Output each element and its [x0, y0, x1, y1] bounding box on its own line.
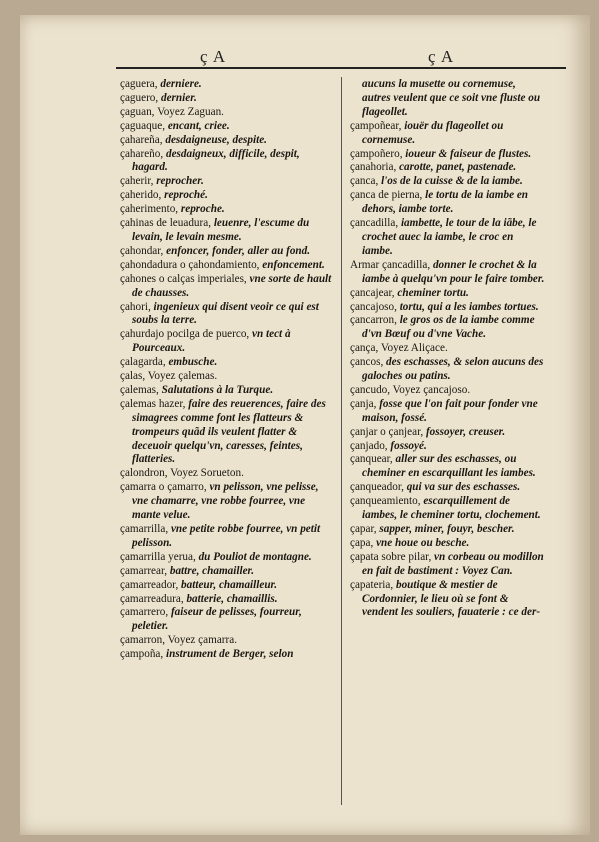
- headword: çaguero,: [120, 91, 161, 104]
- headword: çahareña,: [120, 133, 166, 146]
- dictionary-entry: [350, 342, 546, 356]
- dictionary-entry: [120, 106, 332, 120]
- headword: çampoñear,: [350, 119, 405, 132]
- definition: vne sorte de hault de chausses.: [132, 272, 332, 299]
- headword: çahinas de leuadura,: [120, 217, 214, 230]
- dictionary-entry: [120, 384, 332, 398]
- definition: tortu, qui a les iambes tortues.: [399, 300, 539, 313]
- dictionary-entry: [120, 301, 332, 329]
- definition: vne petite robbe fourree, vn petit pelisson.: [132, 523, 321, 549]
- page-header-right: ç A: [428, 47, 455, 66]
- dictionary-entry: [350, 384, 546, 398]
- dictionary-entry: [120, 189, 332, 203]
- dictionary-entry: [350, 551, 546, 579]
- definition: desdaigneuse, despite.: [165, 133, 267, 146]
- definition: qui va sur des eschasses.: [406, 481, 521, 494]
- definition: vn tect à Pourceaux.: [132, 328, 291, 355]
- headword: çalemas hazer,: [120, 397, 189, 410]
- headword: çapa,: [350, 536, 377, 549]
- headword: çalondron, Voyez Sorueton.: [120, 467, 244, 480]
- definition: instrument de Berger, selon: [165, 648, 294, 661]
- definition: Salutations à la Turque.: [161, 383, 274, 396]
- definition: cheminer tortu.: [397, 286, 469, 299]
- definition: battre, chamailler.: [169, 564, 255, 577]
- headword: çanca,: [350, 175, 382, 188]
- page-header-left: ç A: [200, 47, 227, 66]
- dictionary-entry: [120, 92, 332, 106]
- headword: çaguan, Voyez Zaguan.: [120, 105, 224, 118]
- headword: çapar,: [350, 523, 380, 535]
- headword: çahurdajo pocilga de puerco,: [120, 328, 253, 341]
- definition: embusche.: [168, 356, 218, 369]
- definition: batteur, chamailleur.: [181, 578, 278, 591]
- dictionary-entry: [350, 579, 546, 621]
- dictionary-entry: [120, 593, 332, 607]
- dictionary-entry: [120, 356, 332, 370]
- headword: çaherimento,: [120, 203, 181, 216]
- definition: le tortu de la iambe en dehors, iambe torte.: [362, 189, 529, 216]
- headword: çancajear,: [350, 286, 398, 299]
- dictionary-entry: [120, 523, 332, 551]
- dictionary-entry: [350, 287, 546, 301]
- dictionary-entry: [120, 120, 332, 134]
- book-page: [20, 15, 590, 835]
- headword: çalagarda,: [120, 356, 169, 369]
- dictionary-entry: [350, 537, 546, 551]
- definition: enfoncer, fonder, aller au fond.: [166, 244, 311, 257]
- headword: çanjar o çanjear,: [350, 425, 426, 438]
- headword: çalemas,: [120, 383, 162, 396]
- headword: çaguera,: [120, 78, 161, 90]
- headword: çanqueador,: [350, 481, 407, 494]
- dictionary-entry: [120, 217, 332, 245]
- dictionary-entry: [120, 273, 332, 301]
- dictionary-entry: [120, 565, 332, 579]
- definition: vne houe ou besche.: [376, 536, 470, 549]
- headword: Armar çancadilla,: [350, 258, 433, 271]
- left-column: [120, 78, 332, 662]
- definition: vn corbeau ou modillon en fait de bastiment : Voyez Can.: [362, 550, 544, 577]
- dictionary-entry: [120, 398, 332, 468]
- definition: leuenre, l'escume du levain, le levain mesme.: [132, 217, 310, 243]
- dictionary-entry: [120, 259, 332, 273]
- dictionary-entry: [350, 398, 546, 426]
- dictionary-entry: [120, 148, 332, 176]
- dictionary-entry: [350, 481, 546, 495]
- dictionary-entry: [120, 203, 332, 217]
- dictionary-entry: [350, 161, 546, 175]
- definition: ingenieux qui disent veoir ce qui est soubs la terre.: [132, 300, 319, 327]
- dictionary-entry: [120, 579, 332, 593]
- definition: fosse que l'on fait pour fonder vne maison, fossé.: [362, 397, 538, 424]
- headword: çamarrilla,: [120, 523, 171, 535]
- dictionary-entry: [120, 481, 332, 523]
- headword: çanahoria,: [350, 161, 400, 174]
- dictionary-entry: [350, 440, 546, 454]
- definition: sapper, miner, fouyr, bescher.: [379, 523, 515, 535]
- headword: çaherido,: [120, 189, 165, 202]
- definition: iambette, le tour de la iãbe, le crochet auec la iambe, le croc en iambe.: [362, 217, 537, 257]
- dictionary-entry: [350, 453, 546, 481]
- headword: çampoña,: [120, 648, 166, 661]
- definition: des eschasses, & selon aucuns des galoches ou patins.: [362, 356, 544, 383]
- headword: çampoñero,: [350, 147, 406, 160]
- headword: çancos,: [350, 356, 387, 369]
- dictionary-entry: [350, 426, 546, 440]
- dictionary-entry: [120, 606, 332, 634]
- dictionary-entry: [120, 467, 332, 481]
- headword: çanquear,: [350, 453, 396, 466]
- headword: çahori,: [120, 300, 154, 313]
- dictionary-entry: [350, 175, 546, 189]
- headword: çancajoso,: [350, 300, 400, 313]
- definition: faire des reuerences, faire des simagrees comme font les flatteurs & trompeurs quãd ils veulent flatter & deceuoir quelqu'vn, caresses, feintes, flatteries.: [132, 397, 326, 466]
- definition: reprocher.: [156, 175, 204, 188]
- definition: enfoncement.: [262, 258, 325, 271]
- dictionary-entry: [120, 134, 332, 148]
- definition: derniere.: [160, 78, 202, 90]
- definition: batterie, chamaillis.: [186, 592, 278, 605]
- definition: l'os de la cuisse & de la iambe.: [381, 175, 523, 188]
- dictionary-entry: [120, 328, 332, 356]
- headword: çapateria,: [350, 578, 396, 591]
- headword: çahondadura o çahondamiento,: [120, 258, 263, 271]
- dictionary-entry: [120, 245, 332, 259]
- dictionary-entry: [120, 175, 332, 189]
- definition: reproche.: [180, 203, 225, 216]
- dictionary-entry: [350, 148, 546, 162]
- headword: çahareño,: [120, 147, 166, 160]
- headword: çamarrear,: [120, 564, 170, 577]
- dictionary-entry: [350, 523, 546, 537]
- definition: donner le crochet & la iambe à quelqu'vn pour le faire tomber.: [362, 258, 545, 285]
- dictionary-entry: [350, 120, 546, 148]
- dictionary-entry: [120, 370, 332, 384]
- headword: çamarron, Voyez çamarra.: [120, 634, 237, 647]
- dictionary-entry: [350, 356, 546, 384]
- headword: çanja,: [350, 397, 380, 410]
- headword: çamarreadura,: [120, 592, 187, 605]
- definition: boutique & mestier de Cordonnier, le lieu où se font & vendent les souliers, fauaterie : ce der-: [362, 578, 541, 619]
- dictionary-entry: [120, 648, 332, 662]
- definition: encant, criee.: [167, 119, 230, 132]
- headword: çancarron,: [350, 314, 400, 327]
- headword: çahondar,: [120, 244, 167, 257]
- headword: çamarrero,: [120, 606, 171, 619]
- dictionary-entry-continued: [350, 78, 546, 120]
- headword: çamarra o çamarro,: [120, 481, 210, 494]
- dictionary-entry: [350, 314, 546, 342]
- definition: escarquillement de iambes, le cheminer tortu, clochement.: [362, 495, 541, 522]
- headword: çapata sobre pilar,: [350, 550, 435, 563]
- headword: çanca de pierna,: [350, 189, 426, 202]
- header-rule: [116, 67, 566, 69]
- dictionary-entry: [350, 259, 546, 287]
- dictionary-entry: [350, 189, 546, 217]
- dictionary-entry: [120, 78, 332, 92]
- definition: vn pelisson, vne pelisse, vne chamarre, vne robbe fourree, vne mante velue.: [132, 481, 319, 522]
- dictionary-entry: [350, 495, 546, 523]
- headword: çancadilla,: [350, 217, 401, 230]
- definition: reproché.: [164, 189, 208, 202]
- column-divider: [341, 77, 342, 805]
- headword: çamarrilla yerua,: [120, 550, 199, 563]
- definition: aucuns la musette ou cornemuse, autres veulent que ce soit vne fluste ou flageollet.: [362, 78, 541, 118]
- headword: çancudo, Voyez çancajoso.: [350, 383, 471, 396]
- dictionary-entry: [120, 551, 332, 565]
- definition: fossoyé.: [390, 439, 427, 452]
- dictionary-entry: [120, 634, 332, 648]
- definition: dernier.: [161, 91, 197, 104]
- headword: çança, Voyez Aliçace.: [350, 342, 448, 355]
- right-column: [350, 78, 546, 620]
- definition: iouër du flageollet ou cornemuse.: [362, 119, 504, 146]
- dictionary-entry: [350, 217, 546, 259]
- definition: aller sur des eschasses, ou cheminer en escarquillant les iambes.: [362, 453, 536, 480]
- headword: çaherir,: [120, 175, 157, 188]
- headword: çamarreador,: [120, 578, 182, 591]
- definition: ioueur & faiseur de flustes.: [405, 147, 532, 160]
- headword: çahones o calças imperiales,: [120, 272, 250, 285]
- dictionary-entry: [350, 301, 546, 315]
- definition: fossoyer, creuser.: [425, 425, 506, 438]
- definition: du Pouliot de montagne.: [198, 550, 312, 563]
- headword: çanqueamiento,: [350, 495, 424, 508]
- definition: carotte, panet, pastenade.: [399, 161, 517, 174]
- headword: çanjado,: [350, 439, 391, 452]
- definition: desdaigneux, difficile, despit, hagard.: [132, 147, 300, 174]
- definition: faiseur de pelisses, fourreur, peletier.: [132, 606, 302, 633]
- definition: le gros os de la iambe comme d'vn Bœuf ou d'vne Vache.: [362, 314, 535, 341]
- headword: çaguaque,: [120, 119, 168, 132]
- headword: çalas, Voyez çalemas.: [120, 370, 218, 383]
